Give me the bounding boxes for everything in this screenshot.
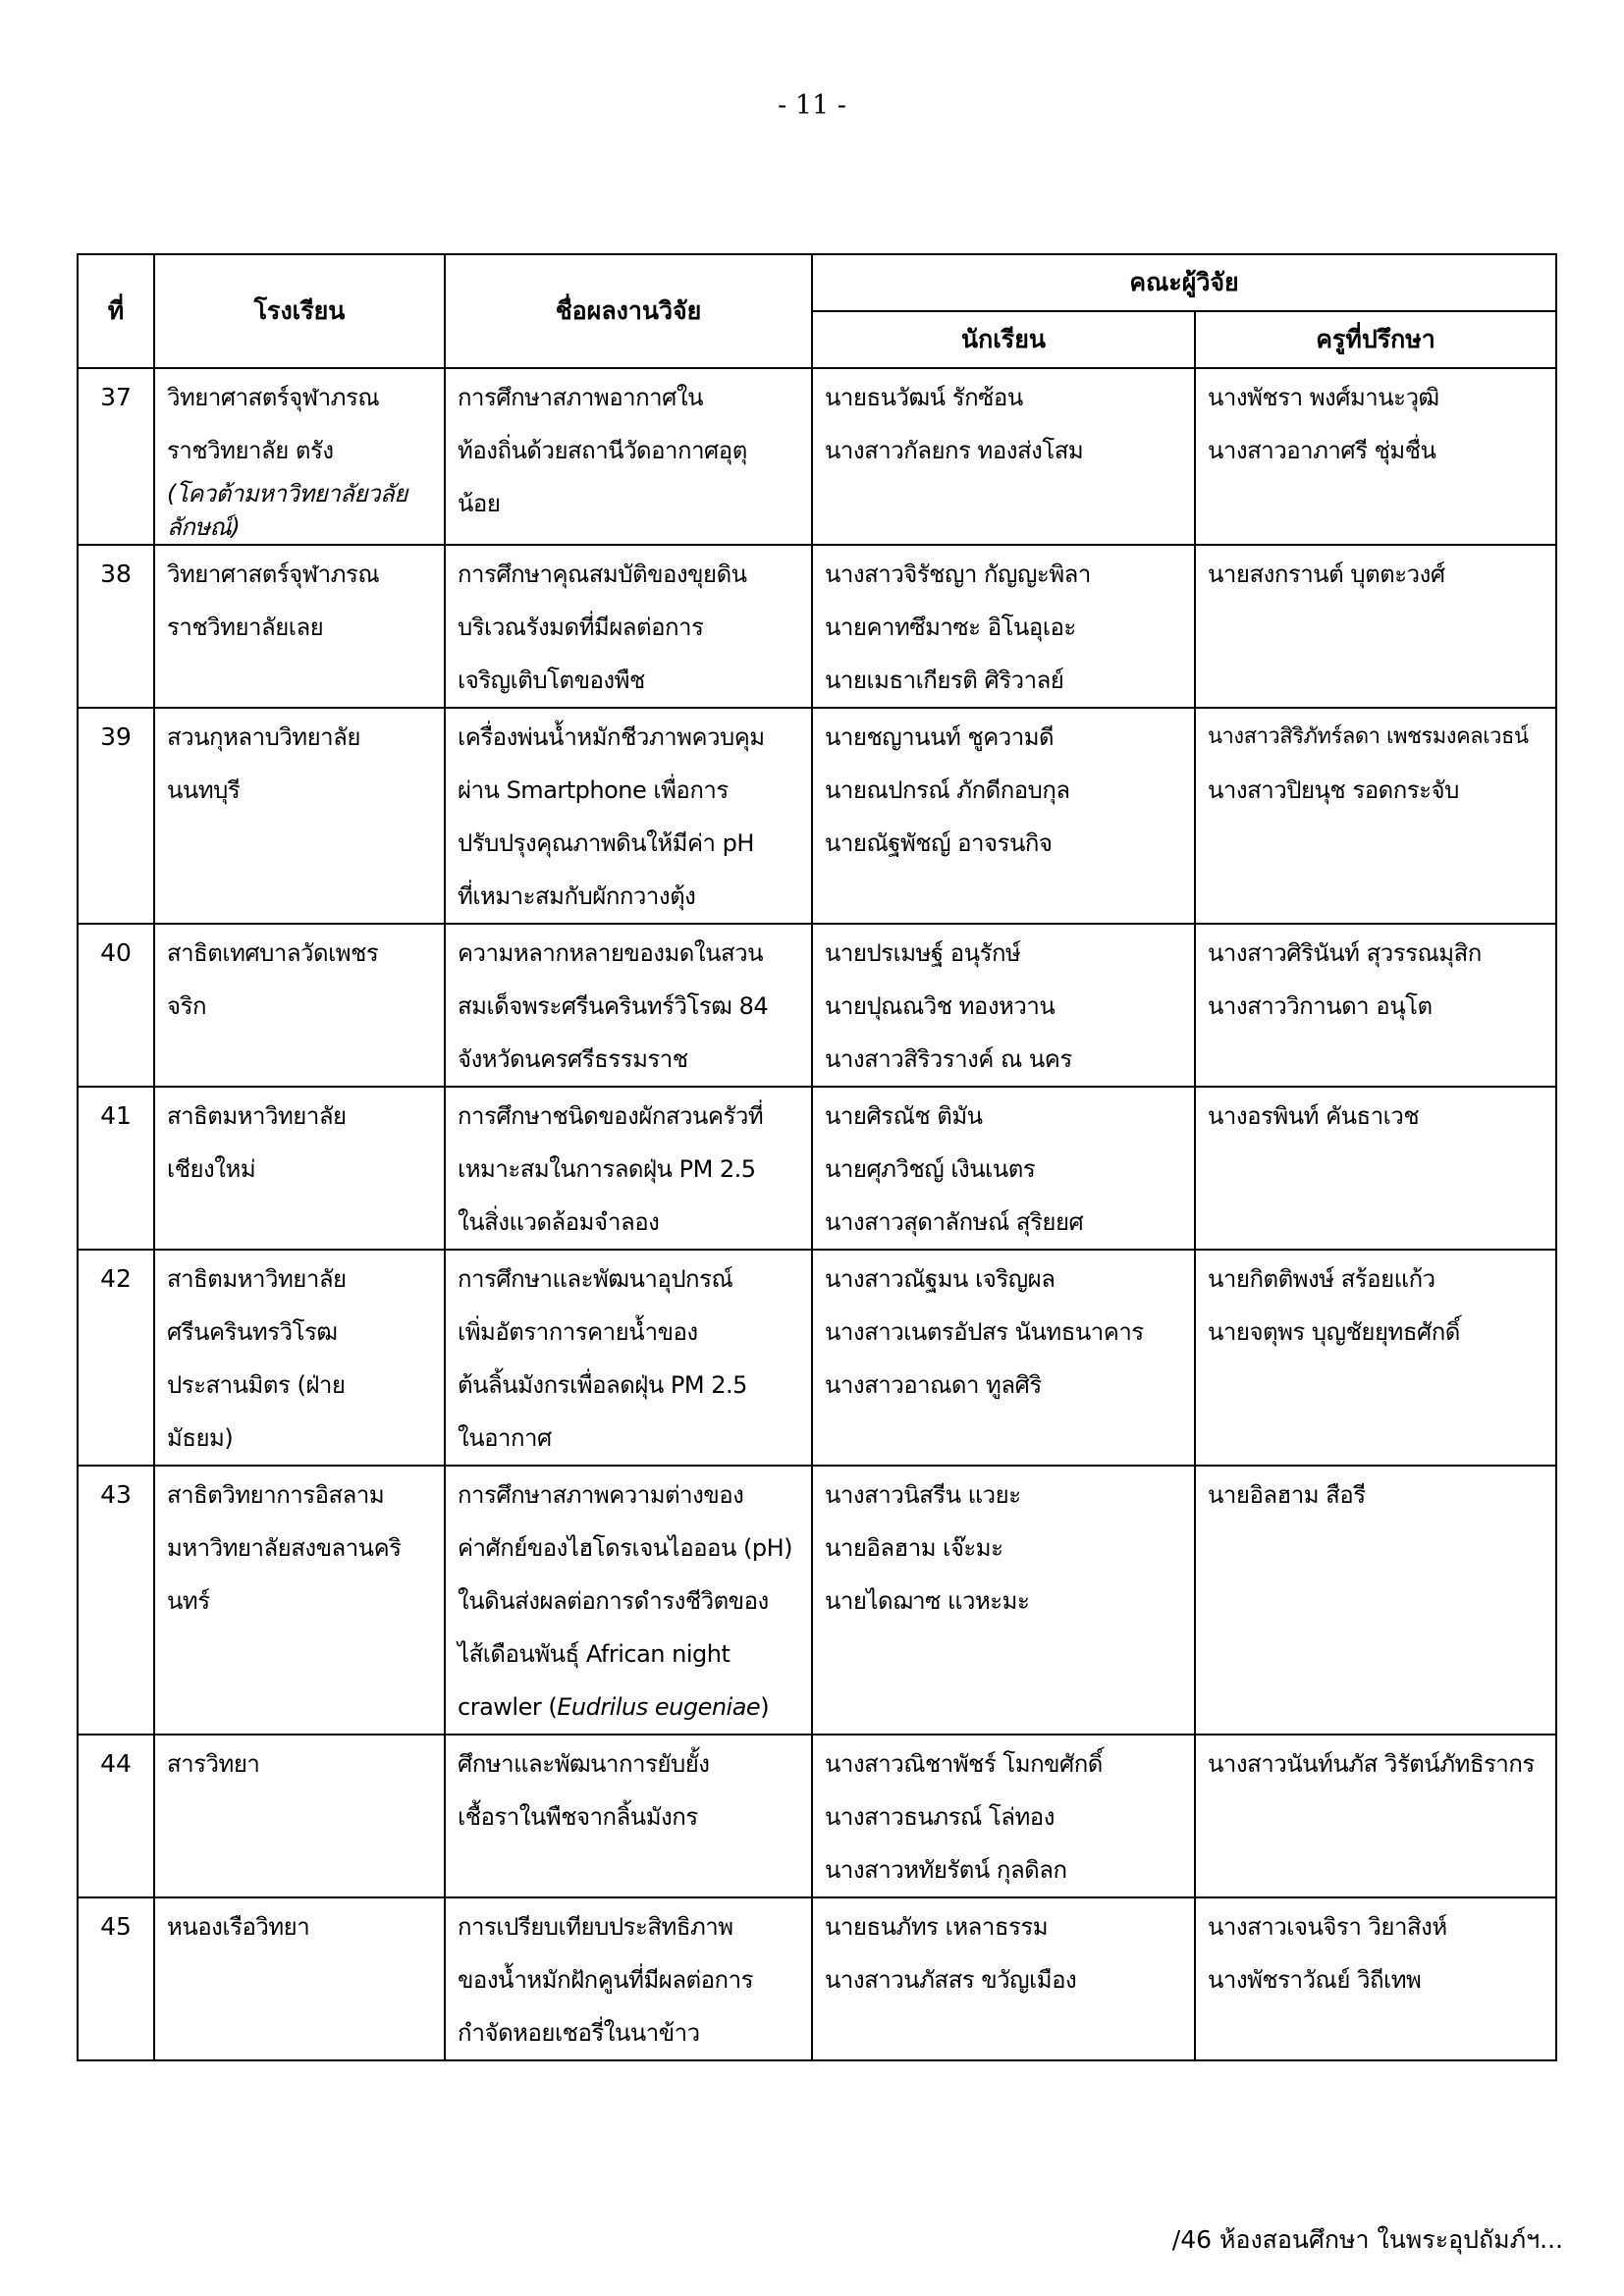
title-line: ของน้ำหมักฝักคูนที่มีผลต่อการ xyxy=(458,1966,753,1994)
title-line: เพิ่มอัตราการคายน้ำของ xyxy=(458,1318,698,1346)
advisors-line: นางพัชรา พงศ์มานะวุฒิ xyxy=(1208,384,1439,411)
cell-advisors xyxy=(1195,1897,1556,2060)
students-line: นายณปกรณ์ ภักดีกอบกุล xyxy=(825,776,1070,804)
cell-title xyxy=(445,924,812,1087)
students-line: นายณัฐพัชญ์ อาจรนกิจ xyxy=(825,829,1053,857)
school-line: ประสานมิตร (ฝ่าย xyxy=(167,1371,346,1399)
cell-school xyxy=(154,708,445,924)
cell-school xyxy=(154,545,445,708)
cell-school xyxy=(154,1466,445,1735)
cell-students xyxy=(812,1087,1195,1250)
row-number: 42 xyxy=(78,1250,154,1466)
title-line: การศึกษาและพัฒนาอุปกรณ์ xyxy=(458,1265,733,1293)
title-line: ความหลากหลายของมดในสวน xyxy=(458,939,764,967)
students-line: นายอิลฮาม เจ๊ะมะ xyxy=(825,1534,1003,1562)
title-line: ผ่าน Smartphone เพื่อการ xyxy=(458,776,729,804)
cell-students xyxy=(812,1897,1195,2060)
school-line: จริก xyxy=(167,992,206,1020)
cell-advisors xyxy=(1195,1735,1556,1897)
cell-school xyxy=(154,1087,445,1250)
cell-students xyxy=(812,1466,1195,1735)
advisors-line: นายอิลฮาม สือรี xyxy=(1208,1481,1366,1509)
advisors-line: นางสาววิกานดา อนุโต xyxy=(1208,992,1433,1020)
title-line: เจริญเติบโตของพืช xyxy=(458,667,645,694)
cell-title xyxy=(445,1897,812,2060)
title-line: กำจัดหอยเชอรี่ในนาข้าว xyxy=(458,2019,700,2047)
school-note-line: (โควต้ามหาวิทยาลัยวลัย xyxy=(167,480,407,507)
students-line: นายชญานนท์ ชูความดี xyxy=(825,723,1055,751)
school-line: สวนกุหลาบวิทยาลัย xyxy=(167,723,360,751)
school-line: สาธิตเทศบาลวัดเพชร xyxy=(167,939,379,967)
students-line: นางสาวณิชาพัชร์ โมกขศักดิ์ xyxy=(825,1750,1103,1778)
advisors-line: นางอรพินท์ คันธาเวช xyxy=(1208,1102,1420,1130)
page-number: - 11 - xyxy=(778,90,846,121)
cell-advisors xyxy=(1195,545,1556,708)
title-text: ) xyxy=(760,1693,770,1721)
students-line: นางสาวณัฐมน เจริญผล xyxy=(825,1265,1056,1293)
students-line: นายปรเมษฐ์ อนุรักษ์ xyxy=(825,939,1021,967)
school-line: ราชวิทยาลัย ตรัง xyxy=(167,437,334,464)
school-line: ราชวิทยาลัยเลย xyxy=(167,614,324,641)
title-line xyxy=(458,1681,801,1734)
students-line: นายธนภัทร เหลาธรรม xyxy=(825,1913,1049,1941)
title-line: ที่เหมาะสมกับผักกวางตุ้ง xyxy=(458,882,696,910)
row-number: 39 xyxy=(78,708,154,924)
school-line: สาธิตมหาวิทยาลัย xyxy=(167,1102,347,1130)
title-line: การศึกษาสภาพความต่างของ xyxy=(458,1481,744,1509)
table-row xyxy=(78,1735,1556,1897)
cell-title xyxy=(445,545,812,708)
table-row xyxy=(78,368,1556,545)
cell-school xyxy=(154,1735,445,1897)
cell-school xyxy=(154,368,445,545)
students-line: นางสาวนิสรีน แวยะ xyxy=(825,1481,1021,1509)
cell-title xyxy=(445,1735,812,1897)
school-line: มัธยม) xyxy=(167,1424,234,1452)
students-line: นายปุณณวิช ทองหวาน xyxy=(825,992,1056,1020)
students-line: นางสาวจิรัชญา กัญญะพิลา xyxy=(825,561,1091,588)
students-line: นางสาวสิริวรางค์ ณ นคร xyxy=(825,1045,1072,1073)
students-line: นายไดฌาซ แวหะมะ xyxy=(825,1587,1030,1615)
cell-advisors xyxy=(1195,1250,1556,1466)
title-line: เครื่องพ่นน้ำหมักชีวภาพควบคุม xyxy=(458,723,765,751)
cell-students xyxy=(812,545,1195,708)
cell-advisors xyxy=(1195,924,1556,1087)
cell-title xyxy=(445,1250,812,1466)
school-line: ศรีนครินทรวิโรฒ xyxy=(167,1318,338,1346)
cell-title xyxy=(445,1466,812,1735)
students-line: นางสาวเนตรอัปสร นันทธนาคาร xyxy=(825,1318,1144,1346)
table-row xyxy=(78,1897,1556,2060)
header-title: ชื่อผลงานวิจัย xyxy=(445,254,812,368)
title-line: ท้องถิ่นด้วยสถานีวัดอากาศอุตุ xyxy=(458,437,747,464)
title-text: crawler ( xyxy=(458,1693,558,1721)
advisors-line: นางสาวสิริภัทร์ลดา เพชรมงคลเวธน์ xyxy=(1208,724,1529,749)
title-line: น้อย xyxy=(458,490,501,517)
header-no: ที่ xyxy=(78,254,154,368)
advisors-line: นางสาวศิรินันท์ สุวรรณมุสิก xyxy=(1208,939,1482,967)
school-line: สาธิตมหาวิทยาลัย xyxy=(167,1265,347,1293)
title-line: การศึกษาสภาพอากาศใน xyxy=(458,384,703,411)
title-line: ศึกษาและพัฒนาการยับยั้ง xyxy=(458,1750,710,1778)
students-line: นางสาวนภัสสร ขวัญเมือง xyxy=(825,1966,1077,1994)
table-row xyxy=(78,1087,1556,1250)
cell-school xyxy=(154,924,445,1087)
cell-students xyxy=(812,368,1195,545)
students-line: นายธนวัฒน์ รักซ้อน xyxy=(825,384,1023,411)
table-row xyxy=(78,1250,1556,1466)
header-advisors: ครูที่ปรึกษา xyxy=(1195,311,1556,368)
research-table xyxy=(77,253,1557,2061)
cell-school xyxy=(154,1897,445,2060)
students-line: นายศุภวิชญ์ เงินเนตร xyxy=(825,1155,1036,1183)
table-row xyxy=(78,1466,1556,1735)
advisors-line: นางสาวนันท์นภัส วิรัตน์ภัทธิรากร xyxy=(1208,1750,1535,1778)
title-line: ไส้เดือนพันธุ์ African night xyxy=(458,1640,731,1668)
row-number: 45 xyxy=(78,1897,154,2060)
school-line: นนทบุรี xyxy=(167,776,241,804)
cell-advisors xyxy=(1195,708,1556,924)
advisors-line: นายจตุพร บุญชัยยุทธศักดิ์ xyxy=(1208,1318,1460,1346)
students-line: นางสาวหทัยรัตน์ กุลดิลก xyxy=(825,1856,1067,1884)
row-number: 43 xyxy=(78,1466,154,1735)
school-line: สาธิตวิทยาการอิสลาม xyxy=(167,1481,385,1509)
table-row xyxy=(78,924,1556,1087)
cell-advisors xyxy=(1195,1087,1556,1250)
title-line: ในอากาศ xyxy=(458,1424,552,1452)
advisors-line: นางสาวเจนจิรา วิยาสิงห์ xyxy=(1208,1913,1447,1941)
row-number: 40 xyxy=(78,924,154,1087)
school-note-line: ลักษณ์) xyxy=(167,513,241,541)
school-line: เชียงใหม่ xyxy=(167,1155,256,1183)
advisors-line: นางสาวอาภาศรี ชุ่มชื่น xyxy=(1208,437,1436,464)
cell-title xyxy=(445,1087,812,1250)
school-line: นทร์ xyxy=(167,1587,210,1615)
advisors-line: นายกิตติพงษ์ สร้อยแก้ว xyxy=(1208,1265,1435,1293)
title-line: การศึกษาชนิดของผักสวนครัวที่ xyxy=(458,1102,764,1130)
cell-students xyxy=(812,1735,1195,1897)
header-school: โรงเรียน xyxy=(154,254,445,368)
title-line: ในสิ่งแวดล้อมจำลอง xyxy=(458,1208,660,1236)
cell-students xyxy=(812,1250,1195,1466)
row-number: 44 xyxy=(78,1735,154,1897)
title-line: การศึกษาคุณสมบัติของขุยดิน xyxy=(458,561,747,588)
row-number: 41 xyxy=(78,1087,154,1250)
students-line: นายศิรณัช ติมัน xyxy=(825,1102,983,1130)
header-team: คณะผู้วิจัย xyxy=(812,254,1556,311)
header-students: นักเรียน xyxy=(812,311,1195,368)
scientific-name: Eudrilus eugeniae xyxy=(557,1693,761,1721)
cell-students xyxy=(812,924,1195,1087)
students-line: นางสาวสุดาลักษณ์ สุริยยศ xyxy=(825,1208,1084,1236)
footer-continuation-note: /46 ห้องสอนศึกษา ในพระอุปถัมภ์ฯ... xyxy=(1171,2225,1563,2254)
students-line: นางสาวกัลยกร ทองส่งโสม xyxy=(825,437,1084,464)
table-row xyxy=(78,545,1556,708)
table-body xyxy=(78,368,1556,2060)
cell-students xyxy=(812,708,1195,924)
title-line: บริเวณรังมดที่มีผลต่อการ xyxy=(458,614,704,641)
cell-advisors xyxy=(1195,1466,1556,1735)
title-line: สมเด็จพระศรีนครินทร์วิโรฒ 84 xyxy=(458,992,769,1020)
school-line: วิทยาศาสตร์จุฬาภรณ xyxy=(167,384,380,411)
title-line: เหมาะสมในการลดฝุ่น PM 2.5 xyxy=(458,1155,756,1183)
title-line: ต้นลิ้นมังกรเพื่อลดฝุ่น PM 2.5 xyxy=(458,1371,747,1399)
school-line: หนองเรือวิทยา xyxy=(167,1913,310,1941)
school-line: วิทยาศาสตร์จุฬาภรณ xyxy=(167,561,380,588)
cell-advisors xyxy=(1195,368,1556,545)
school-line: สารวิทยา xyxy=(167,1750,260,1778)
row-number: 37 xyxy=(78,368,154,545)
title-line: ค่าศักย์ของไฮโดรเจนไอออน (pH) xyxy=(458,1534,793,1562)
title-line: จังหวัดนครศรีธรรมราช xyxy=(458,1045,688,1073)
students-line: นายเมธาเกียรติ ศิริวาลย์ xyxy=(825,667,1064,694)
cell-school xyxy=(154,1250,445,1466)
cell-title xyxy=(445,368,812,545)
title-line: เชื้อราในพืชจากลิ้นมังกร xyxy=(458,1803,698,1831)
cell-title xyxy=(445,708,812,924)
advisors-line: นางสาวปิยนุช รอดกระจับ xyxy=(1208,776,1459,804)
students-line: นายคาทซึมาซะ อิโนอุเอะ xyxy=(825,614,1076,641)
advisors-line: นางพัชราวัณย์ วิถีเทพ xyxy=(1208,1966,1422,1994)
students-line: นางสาวอาณดา ทูลศิริ xyxy=(825,1371,1042,1399)
table-row xyxy=(78,708,1556,924)
row-number: 38 xyxy=(78,545,154,708)
advisors-line: นายสงกรานต์ บุตตะวงศ์ xyxy=(1208,561,1445,588)
students-line: นางสาวธนภรณ์ โล่ทอง xyxy=(825,1803,1055,1831)
title-line: ปรับปรุงคุณภาพดินให้มีค่า pH xyxy=(458,829,754,857)
school-line: มหาวิทยาลัยสงขลานคริ xyxy=(167,1534,402,1562)
title-line: ในดินส่งผลต่อการดำรงชีวิตของ xyxy=(458,1587,769,1615)
title-line: การเปรียบเทียบประสิทธิภาพ xyxy=(458,1913,733,1941)
